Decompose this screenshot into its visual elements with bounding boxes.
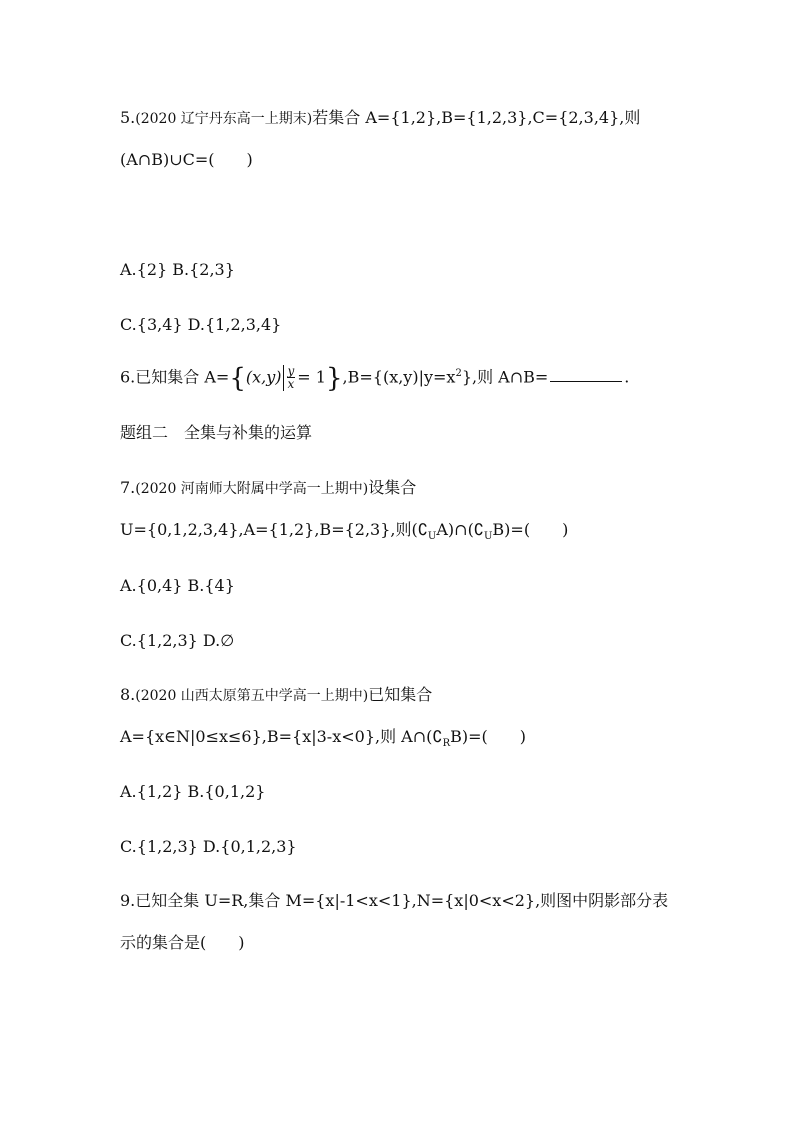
q7-source: (2020 河南师大附属中学高一上期中) — [135, 481, 369, 497]
q7-expr-a: U={0,1,2,3,4},A={1,2},B={2,3},则(∁ — [120, 520, 428, 539]
q6-fraction-numerator: y — [287, 364, 295, 379]
q6-equals: = 1 — [297, 367, 326, 387]
q8-expr-b: B)=( ) — [450, 727, 526, 746]
q8-stem-line1 — [120, 685, 432, 706]
q8-number: 8. — [120, 685, 136, 704]
left-brace-icon: { — [229, 363, 246, 394]
q6-end: . — [624, 367, 630, 387]
q8-options-cd: C.{1,2,3} D.{0,1,2,3} — [120, 837, 297, 856]
q7-expr-c: B)=( ) — [492, 520, 569, 539]
right-brace-icon: } — [325, 363, 343, 394]
q6-pair: (x,y) — [245, 367, 282, 387]
answer-blank[interactable] — [550, 367, 622, 382]
q7-stem-line1 — [120, 478, 416, 499]
q7-number: 7. — [120, 478, 136, 497]
q6-fraction — [287, 365, 296, 390]
q5-number: 5. — [120, 108, 136, 127]
q5-source: (2020 辽宁丹东高一上期末) — [135, 111, 313, 127]
q8-sub-r: R — [442, 738, 451, 750]
q5-options-ab: A.{2} B.{2,3} — [120, 260, 235, 279]
q7-options-ab: A.{0,4} B.{4} — [120, 576, 235, 595]
q7-stem-line2 — [120, 520, 568, 547]
q8-options-ab: A.{1,2} B.{0,1,2} — [120, 782, 266, 801]
q8-source: (2020 山西太原第五中学高一上期中) — [135, 688, 369, 704]
q5-stem-line2: (A∩B)∪C=( ) — [120, 150, 253, 169]
q8-expr-a: A={x∈N|0≤x≤6},B={x|3-x<0},则 A∩(∁ — [120, 727, 443, 746]
q5-stem-line1 — [120, 108, 640, 129]
q9-stem-line2: 示的集合是( ) — [120, 933, 245, 952]
q8-stem-line2 — [120, 727, 526, 754]
q7-sub-u2: U — [483, 531, 493, 543]
q6-fraction-denominator: x — [287, 377, 295, 392]
q9-stem-line1: 9.已知全集 U=R,集合 M={x|-1<x<1},N={x|0<x<2},则图中阴影部分表 — [120, 891, 669, 910]
q6-prefix: 6.已知集合 A= — [120, 367, 230, 387]
set-bar-icon — [283, 365, 284, 391]
q6-exponent: 2 — [455, 368, 462, 379]
q7-sub-u1: U — [427, 531, 437, 543]
q7-expr-b: A)∩(∁ — [436, 520, 484, 539]
q7-text: 设集合 — [368, 478, 417, 497]
q6-set-b: ,B={(x,y)|y=x — [342, 367, 456, 387]
q5-text: 若集合 A={1,2},B={1,2,3},C={2,3,4},则 — [312, 108, 641, 127]
q7-options-cd: C.{1,2,3} D.∅ — [120, 631, 235, 650]
q8-text: 已知集合 — [368, 685, 433, 704]
group-heading: 题组二 全集与补集的运算 — [120, 423, 313, 442]
q6-question: },则 A∩B= — [461, 367, 549, 387]
q5-options-cd: C.{3,4} D.{1,2,3,4} — [120, 315, 282, 334]
q6-stem — [120, 363, 630, 394]
